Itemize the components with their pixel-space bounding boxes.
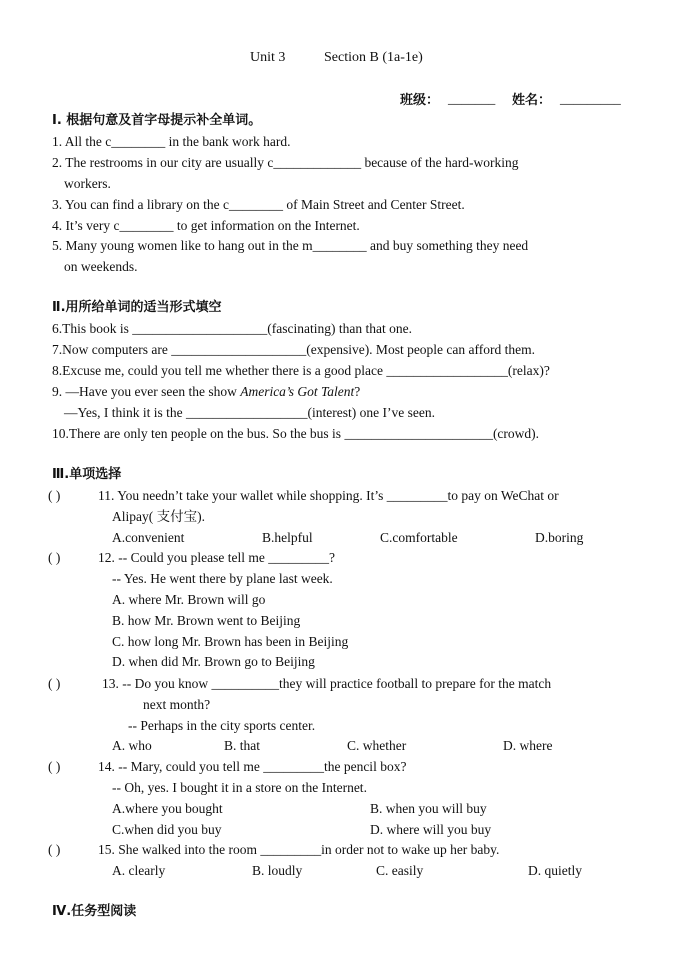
part1-heading: Ⅰ. 根据句意及首字母提示补全单词。 <box>52 113 262 128</box>
question-5-line1: 5. Many young women like to hang out in the m________ and buy something they need <box>52 238 529 253</box>
question-12-line2: -- Yes. He went there by plane last week. <box>112 571 333 586</box>
question-3: 3. You can find a library on the c________ of Main Street and Center Street. <box>52 197 465 212</box>
question-7: 7.Now computers are ____________________(expensive). Most people can afford them. <box>52 342 536 357</box>
question-6: 6.This book is ____________________(fascinating) than that one. <box>52 321 412 336</box>
question-14-line2: -- Oh, yes. I bought it in a store on the Internet. <box>112 780 367 795</box>
answer-paren-11: ( ) <box>48 488 61 503</box>
option-13-a: A. who <box>112 738 152 753</box>
answer-paren-14: ( ) <box>48 759 61 774</box>
show-title: America’s Got Talent <box>240 384 355 399</box>
question-9-line2: —Yes, I think it is the __________________(interest) one I’ve seen. <box>64 405 435 420</box>
option-15-b: B. loudly <box>252 863 303 878</box>
question-9-line1 <box>52 383 360 401</box>
question-2-line2: workers. <box>64 176 111 191</box>
option-13-b: B. that <box>224 738 260 753</box>
name-blank: _________ <box>560 91 621 106</box>
option-12-d: D. when did Mr. Brown go to Beijing <box>112 654 315 669</box>
unit-title: Unit 3 <box>250 50 286 65</box>
q9-post: ? <box>354 384 361 399</box>
option-15-a: A. clearly <box>112 863 166 878</box>
option-11-d: D.boring <box>535 530 584 545</box>
option-15-d: D. quietly <box>528 863 582 878</box>
option-12-a: A. where Mr. Brown will go <box>112 592 266 607</box>
option-14-c: C.when did you buy <box>112 822 222 837</box>
question-11-line1: 11. You needn’t take your wallet while shopping. It’s _________to pay on WeChat or <box>98 488 559 503</box>
name-label: 姓名： <box>512 93 552 108</box>
q9-pre: 9. —Have you ever seen the show <box>52 384 241 399</box>
question-13-line1: 13. -- Do you know __________they will practice football to prepare for the match <box>102 676 552 691</box>
option-14-d: D. where will you buy <box>370 822 492 837</box>
option-15-c: C. easily <box>376 863 424 878</box>
answer-paren-13: ( ) <box>48 676 61 691</box>
question-13-line3: -- Perhaps in the city sports center. <box>128 718 316 733</box>
section-title: Section B (1a-1e) <box>324 50 423 65</box>
option-11-b: B.helpful <box>262 530 313 545</box>
part3-heading: Ⅲ.单项选择 <box>52 467 122 482</box>
option-11-c: C.comfortable <box>380 530 458 545</box>
question-10: 10.There are only ten people on the bus. So the bus is ______________________(crowd). <box>52 426 540 441</box>
class-blank: _______ <box>448 91 496 106</box>
question-15-line1: 15. She walked into the room _________in order not to wake up her baby. <box>98 842 500 857</box>
option-11-a: A.convenient <box>112 530 185 545</box>
question-12-line1: 12. -- Could you please tell me _________? <box>98 550 335 565</box>
question-8: 8.Excuse me, could you tell me whether there is a good place __________________(relax)? <box>52 363 550 378</box>
question-14-line1: 14. -- Mary, could you tell me _________the pencil box? <box>98 759 407 774</box>
option-13-d: D. where <box>503 738 553 753</box>
class-label: 班级： <box>400 93 440 108</box>
part4-heading: Ⅳ.任务型阅读 <box>52 904 137 919</box>
question-1: 1. All the c________ in the bank work hard. <box>52 134 291 149</box>
answer-paren-15: ( ) <box>48 842 61 857</box>
question-5-line2: on weekends. <box>64 259 138 274</box>
part2-heading: Ⅱ.用所给单词的适当形式填空 <box>52 300 222 315</box>
question-11-line2: Alipay( 支付宝). <box>112 509 205 524</box>
question-13-line2: next month? <box>143 697 211 712</box>
option-14-b: B. when you will buy <box>370 801 487 816</box>
option-12-b: B. how Mr. Brown went to Beijing <box>112 613 301 628</box>
answer-paren-12: ( ) <box>48 550 61 565</box>
option-14-a: A.where you bought <box>112 801 223 816</box>
question-4: 4. It’s very c________ to get information on the Internet. <box>52 218 360 233</box>
option-12-c: C. how long Mr. Brown has been in Beijing <box>112 634 349 649</box>
question-2-line1: 2. The restrooms in our city are usually c_____________ because of the hard-working <box>52 155 519 170</box>
option-13-c: C. whether <box>347 738 407 753</box>
